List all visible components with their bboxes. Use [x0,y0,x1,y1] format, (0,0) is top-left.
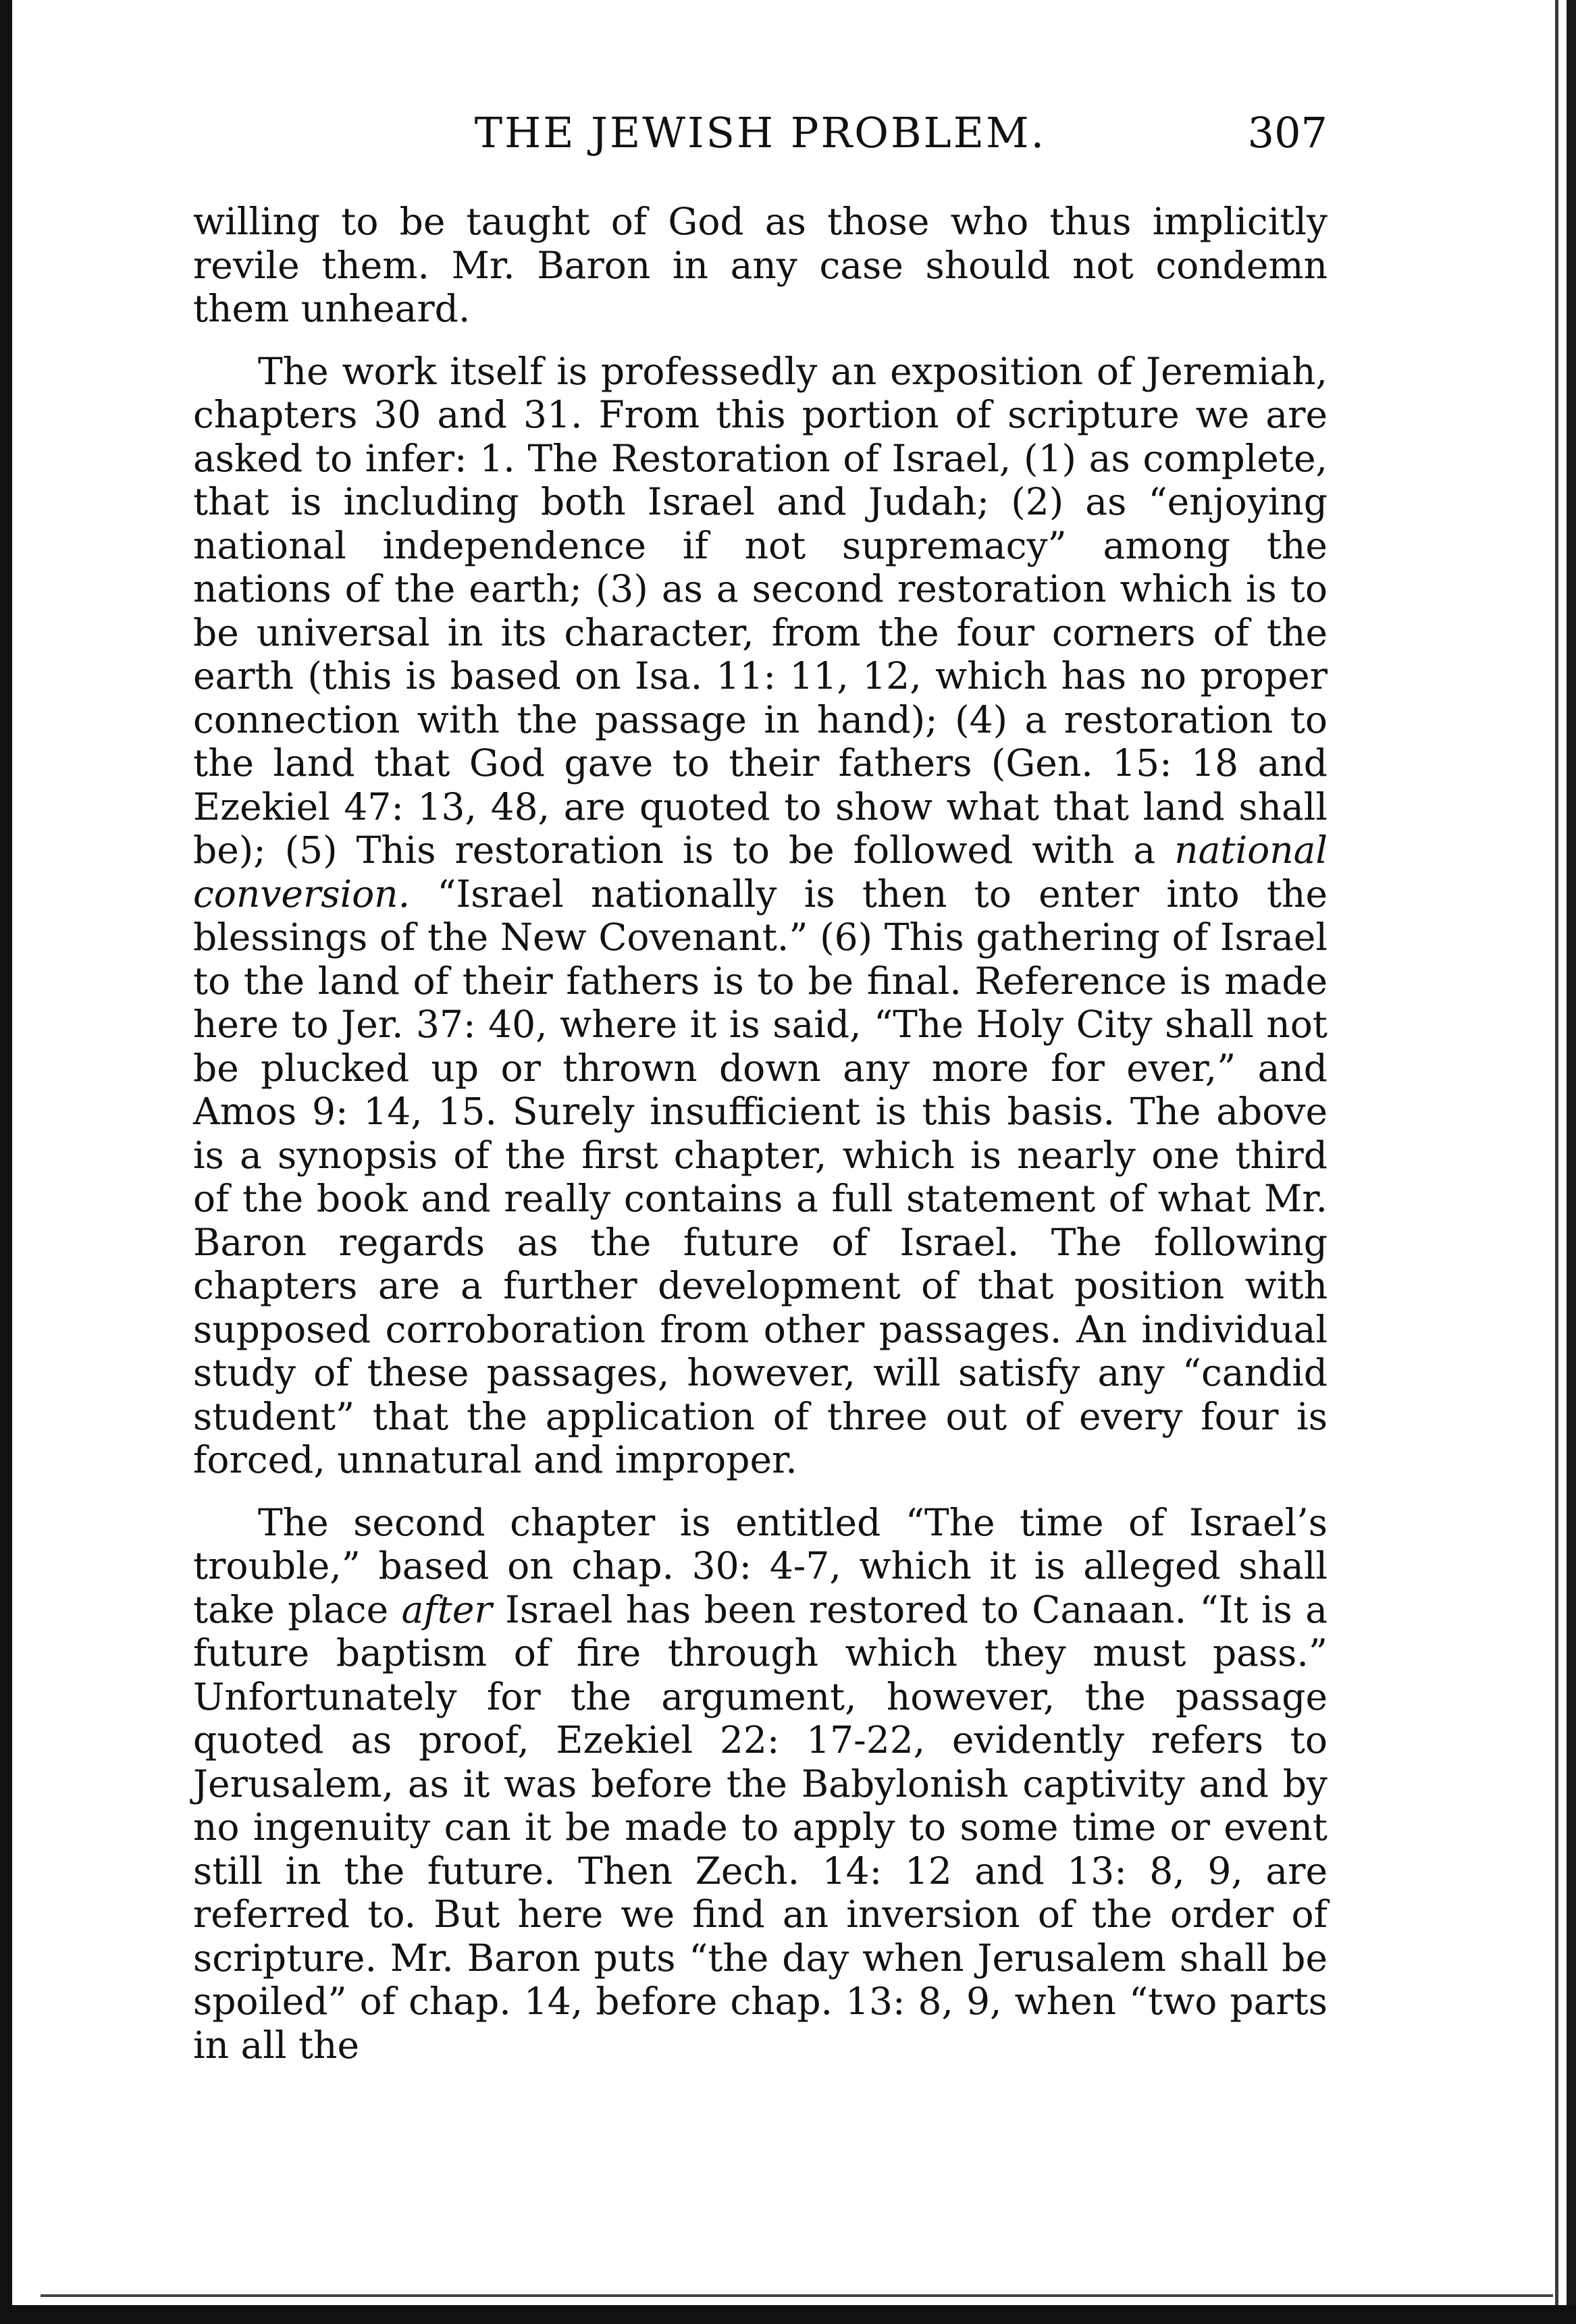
paragraph-2-text-b: “Israel nationally is then to enter into the blessings of the New Covenant.” (6) This gathering of Israel to the land of their fathers is to be final. Reference is made here to Jer. 37: 40, where it is said, “The Holy City shall not be plucked up or thrown down any more for ever,” and Amos 9: 14, 15. Surely insufficient is this basis. The above is a synopsis of the first chapter, which is nearly one third of the book and really contains a full statement of what Mr. Baron regards as the future of Israel. The following chapters are a further development of that position with supposed corroboration from other passages. An individual study of these passages, however, will satisfy any “candid student” that the application of three out of every four is forced, unnatural and improper. [193,872,1328,1481]
paragraph-2-text-a: The work itself is professedly an exposition of Jeremiah, chapters 30 and 31. From this portion of scripture we are asked to infer: 1. The Restoration of Israel, (1) as complete, that is including both Israel and Judah; (2) as “enjoying national independence if not supremacy” among the nations of the earth; (3) as a second restoration which is to be universal in its character, from the four corners of the earth (this is based on Isa. 11: 11, 12, which has no proper connection with the passage in hand); (4) a restoration to the land that God gave to their fathers (Gen. 15: 18 and Ezekiel 47: 13, 48, are quoted to show what that land shall be); (5) This restoration is to be followed with a [193,349,1328,872]
paragraph-1 [193,200,1328,331]
body-text [193,200,1328,2067]
paragraph-2-italic-national-conversion: national conversion. [193,828,1328,916]
book-page [193,108,1328,2067]
scan-bottom-edge-shadow [41,2294,1553,2297]
scan-right-edge-shadow [1555,0,1558,2324]
page-number: 307 [1247,108,1328,157]
running-title: THE JEWISH PROBLEM. [474,108,1047,157]
paragraph-3 [193,1501,1328,2067]
paragraph-3-text-b: Israel has been restored to Canaan. “It is a future baptism of fire through which they must pass.” Unfortunately for the argument, however, the passage quoted as proof, Ezekiel 22: 17-22, evidently refers to Jerusalem, as it was before the Babylonish captivity and by no ingenuity can it be made to apply to some time or event still in the future. Then Zech. 14: 12 and 13: 8, 9, are referred to. But here we find an inversion of the order of scripture. Mr. Baron puts “the day when Jerusalem shall be spoiled” of chap. 14, before chap. 13: 8, 9, when “two parts in all the [193,1587,1328,2067]
scan-right-edge [1567,0,1576,2324]
paragraph-3-text-a: The second chapter is entitled “The time of Israel’s trouble,” based on chap. 30: 4-7, which it is alleged shall take place [193,1500,1328,1631]
paragraph-3-italic-after: after [401,1587,492,1631]
paragraph-2 [193,350,1328,1482]
scan-left-edge [0,0,12,2324]
running-head [193,108,1328,169]
paragraph-1-text: willing to be taught of God as those who thus implicitly revile them. Mr. Baron in any case should not condemn them unheard. [193,200,1328,330]
scan-bottom-edge [0,2305,1576,2324]
